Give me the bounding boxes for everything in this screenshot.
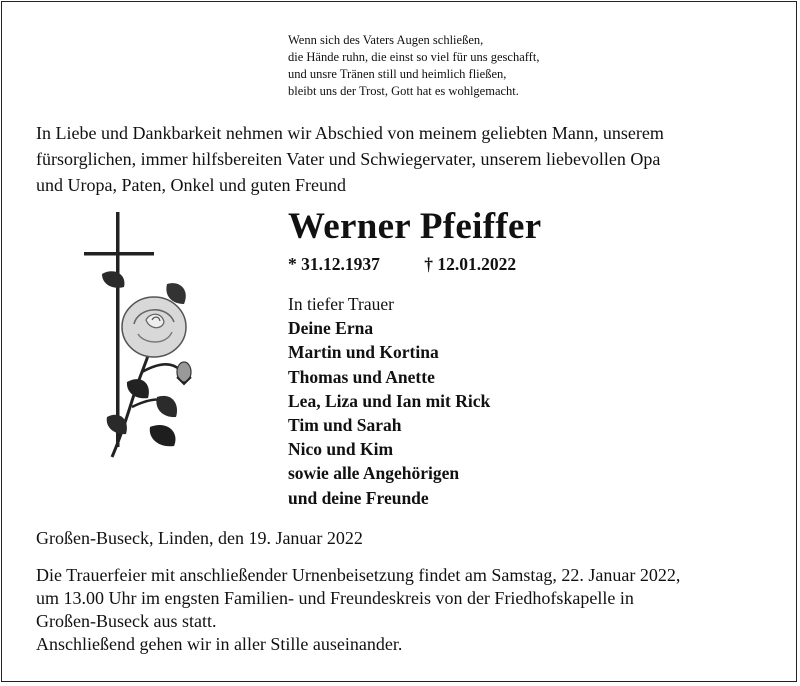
- death-date: † 12.01.2022: [424, 254, 517, 274]
- mourner-entry: Thomas und Anette: [288, 366, 435, 387]
- mourner-entry: Nico und Kim: [288, 439, 394, 460]
- poem: [288, 32, 539, 100]
- life-dates: [288, 254, 516, 275]
- poem-line: bleibt uns der Trost, Gott hat es wohlgemacht.: [288, 84, 519, 98]
- mourner-entry: und deine Freunde: [288, 487, 429, 508]
- poem-line: und unsre Tränen still und heimlich fließen,: [288, 67, 507, 81]
- mourner-entry: Deine Erna: [288, 318, 374, 339]
- cross-with-rose-icon: [72, 212, 202, 467]
- mourner-entry: sowie alle Angehörigen: [288, 463, 460, 484]
- ceremony-line: Großen-Buseck aus statt.: [36, 611, 217, 631]
- mourner-entry: Martin und Kortina: [288, 342, 439, 363]
- ceremony-line: um 13.00 Uhr im engsten Familien- und Freundeskreis von der Friedhofskapelle in: [36, 588, 634, 608]
- ceremony-info: [36, 564, 786, 656]
- mourners-lead: In tiefer Trauer: [288, 294, 394, 314]
- mourners-list: [288, 292, 490, 510]
- intro-line: und Uropa, Paten, Onkel und guten Freund: [36, 175, 346, 195]
- poem-line: Wenn sich des Vaters Augen schließen,: [288, 33, 484, 47]
- intro-line: In Liebe und Dankbarkeit nehmen wir Abschied von meinem geliebten Mann, unserem: [36, 123, 664, 143]
- place-and-date: Großen-Buseck, Linden, den 19. Januar 2022: [36, 528, 363, 548]
- ceremony-line: Die Trauerfeier mit anschließender Urnenbeisetzung findet am Samstag, 22. Januar 2022,: [36, 565, 681, 585]
- intro-text: [36, 120, 776, 198]
- mourner-entry: Lea, Liza und Ian mit Rick: [288, 390, 491, 411]
- obituary-notice: [1, 1, 797, 682]
- birth-date: * 31.12.1937: [288, 254, 380, 274]
- intro-line: fürsorglichen, immer hilfsbereiten Vater und Schwiegervater, unserem liebevollen Opa: [36, 149, 661, 169]
- deceased-name: Werner Pfeiffer: [288, 206, 542, 247]
- poem-line: die Hände ruhn, die einst so viel für uns geschafft,: [288, 50, 540, 64]
- ceremony-line: Anschließend gehen wir in aller Stille auseinander.: [36, 634, 403, 654]
- mourner-entry: Tim und Sarah: [288, 415, 402, 436]
